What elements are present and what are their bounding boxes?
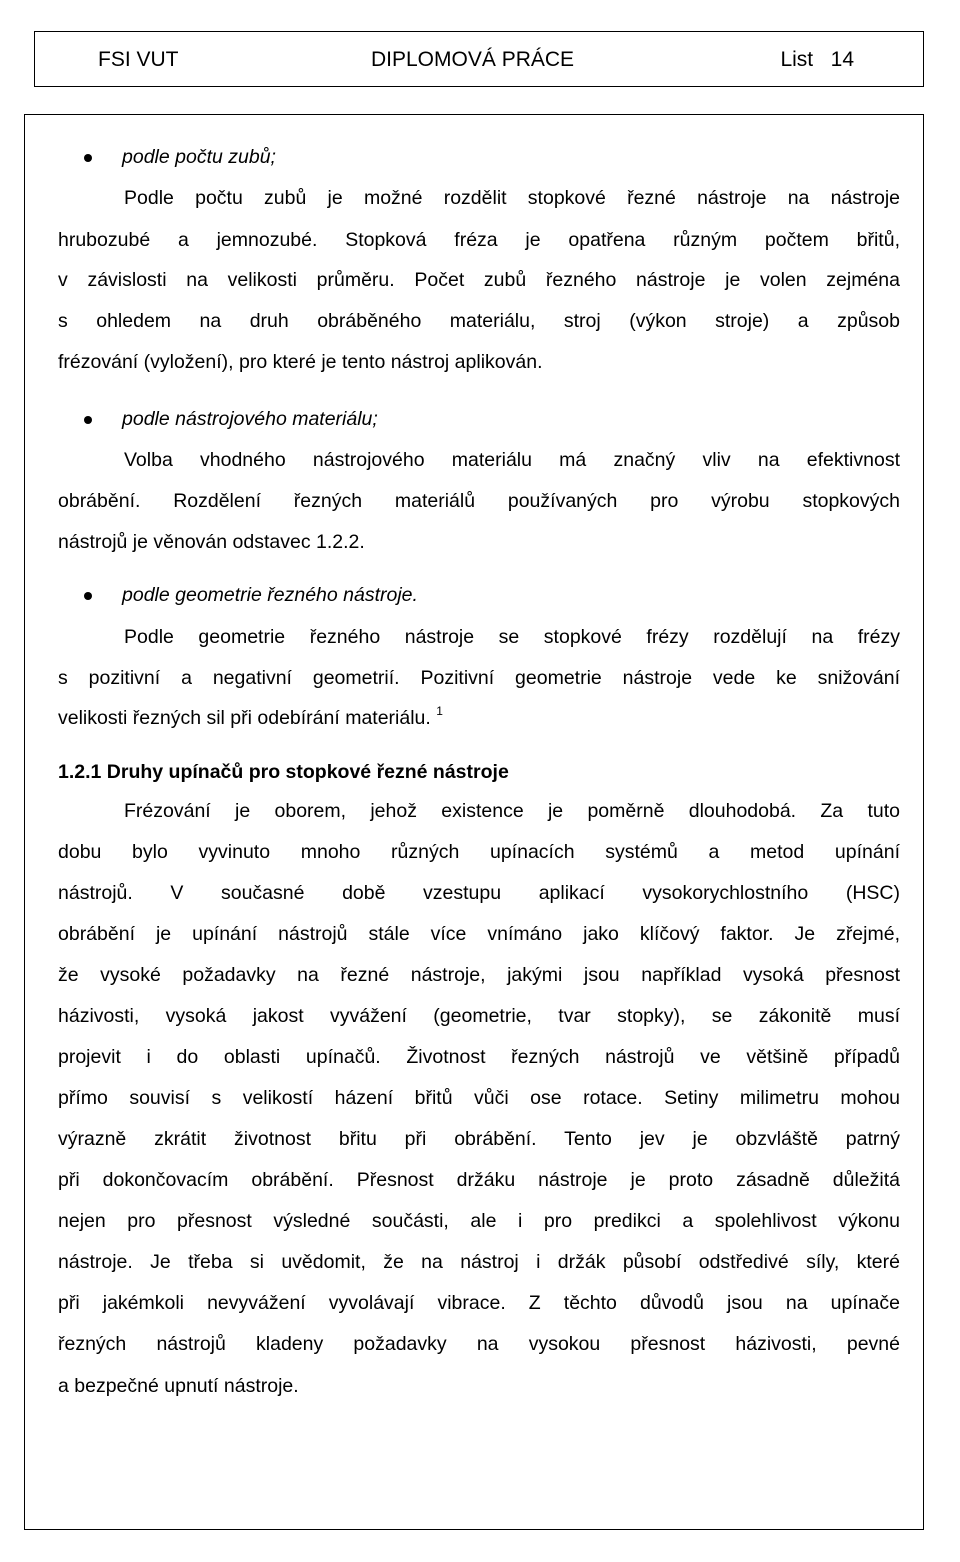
text-line: nástrojů. V současné době vzestupu aplikací vysokorychlostního (HSC) — [58, 882, 900, 904]
bullet-label-material: podle nástrojového materiálu; — [122, 408, 378, 430]
bullet-icon — [84, 154, 92, 162]
text-line: a bezpečné upnutí nástroje. — [58, 1375, 299, 1397]
text-line: výrazně zkrátit životnost břitu při obrábění. Tento jev je obzvláště patrný — [58, 1128, 900, 1150]
header-institution: FSI VUT — [98, 48, 179, 71]
text-line: Podle počtu zubů je možné rozdělit stopkové řezné nástroje na nástroje — [124, 187, 900, 209]
header-document-type: DIPLOMOVÁ PRÁCE — [371, 48, 575, 71]
text-line: projevit i do oblasti upínačů. Životnost řezných nástrojů ve většině případů — [58, 1046, 900, 1068]
bullet-label-teeth: podle počtu zubů; — [122, 146, 276, 168]
text-line: Podle geometrie řezného nástroje se stopkové frézy rozdělují na frézy — [124, 626, 900, 648]
page-header — [34, 31, 924, 87]
text-line: s ohledem na druh obráběného materiálu, stroj (výkon stroje) a způsob — [58, 310, 900, 332]
header-page-number: List 14 — [780, 48, 854, 71]
bullet-label-geometry: podle geometrie řezného nástroje. — [122, 584, 418, 606]
text-line: při dokončovacím obrábění. Přesnost držáku nástroje je proto zásadně důležitá — [58, 1169, 900, 1191]
bullet-icon — [84, 592, 92, 600]
text-line: nejen pro přesnost výsledné součásti, ale i pro predikci a spolehlivost výkonu — [58, 1210, 900, 1232]
text-line: při jakémkoli nevyvážení vyvolávají vibrace. Z těchto důvodů jsou na upínače — [58, 1292, 900, 1314]
section-heading: 1.2.1 Druhy upínačů pro stopkové řezné nástroje — [58, 761, 509, 783]
text-line: obrábění je upínání nástrojů stále více vnímáno jako klíčový faktor. Je zřejmé, — [58, 923, 900, 945]
text-line: Frézování je oborem, jehož existence je poměrně dlouhodobá. Za tuto — [124, 800, 900, 822]
text-line: házivosti, vysoká jakost vyvážení (geometrie, tvar stopky), se zákonitě musí — [58, 1005, 900, 1027]
text-line: nástrojů je věnován odstavec 1.2.2. — [58, 531, 365, 553]
text-line: s pozitivní a negativní geometrií. Pozitivní geometrie nástroje vede ke snižování — [58, 667, 900, 689]
text-line: nástroje. Je třeba si uvědomit, že na nástroj i držák působí odstředivé síly, které — [58, 1251, 900, 1273]
footnote-reference: 1 — [436, 704, 443, 718]
text-line: že vysoké požadavky na řezné nástroje, jakými jsou například vysoká přesnost — [58, 964, 900, 986]
bullet-icon — [84, 416, 92, 424]
text-line: hrubozubé a jemnozubé. Stopková fréza je opatřena různým počtem břitů, — [58, 229, 900, 251]
text-line: frézování (vyložení), pro které je tento nástroj aplikován. — [58, 351, 543, 373]
text-line — [58, 706, 900, 730]
text-line: v závislosti na velikosti průměru. Počet zubů řezného nástroje je volen zejména — [58, 269, 900, 291]
text-line: Volba vhodného nástrojového materiálu má značný vliv na efektivnost — [124, 449, 900, 471]
text-line-content: velikosti řezných sil při odebírání materiálu. — [58, 707, 431, 729]
text-line: obrábění. Rozdělení řezných materiálů používaných pro výrobu stopkových — [58, 490, 900, 512]
text-line: řezných nástrojů kladeny požadavky na vysokou přesnost házivosti, pevné — [58, 1333, 900, 1355]
text-line: přímo souvisí s velikostí házení břitů vůči ose rotace. Setiny milimetru mohou — [58, 1087, 900, 1109]
text-line: dobu bylo vyvinuto mnoho různých upínacích systémů a metod upínání — [58, 841, 900, 863]
